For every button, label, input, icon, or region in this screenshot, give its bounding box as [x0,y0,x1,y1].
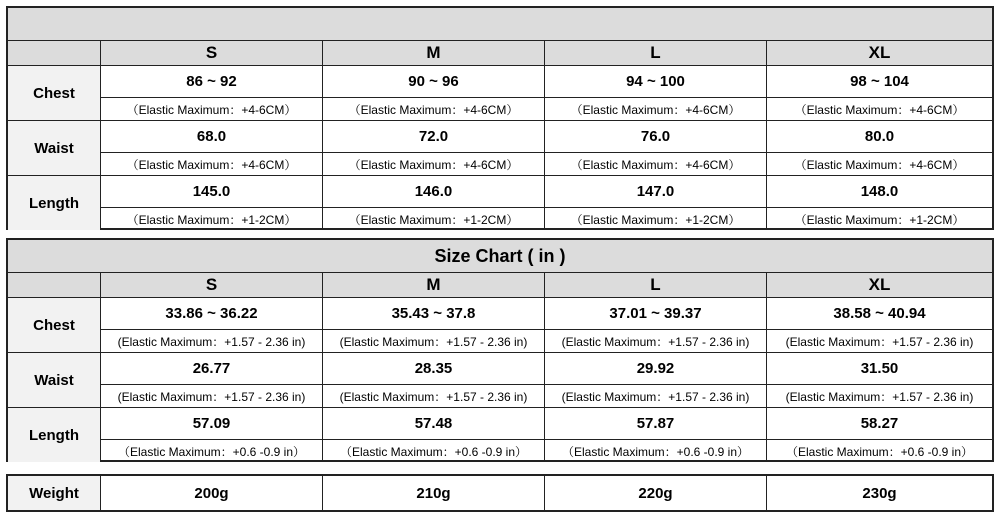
size-chart-in-title: Size Chart ( in ) [8,240,992,273]
size-header-row [8,41,992,66]
size-chart-cm-title [8,8,992,41]
cell-value: 28.35 [323,353,544,385]
cell-value: 57.48 [323,408,544,440]
cell-note: (Elastic Maximum：+1.57 - 2.36 in) [117,334,306,349]
weight-table [6,474,994,512]
cell-value: 33.86 ~ 36.22 [101,298,322,330]
weight-row [8,476,992,510]
table-row [8,66,992,121]
size-chart-in [6,238,994,462]
cell-value: 90 ~ 96 [323,66,544,98]
cell-note: (Elastic Maximum：+1.57 - 2.36 in) [785,389,974,404]
weight-value-l: 220g [545,476,767,510]
cell-value: 146.0 [323,176,544,208]
cell-value: 31.50 [767,353,992,385]
header-size-s: S [101,41,323,65]
header-size-l: L [545,273,767,297]
row-label-length: Length [8,408,101,462]
cell-value: 148.0 [767,176,992,208]
cell-value: 80.0 [767,121,992,153]
header-blank [8,273,101,297]
cell-value: 29.92 [545,353,766,385]
table-row [8,176,992,230]
cell-note: （Elastic Maximum：+4-6CM） [126,157,297,172]
row-label-waist: Waist [8,121,101,175]
weight-value-xl: 230g [862,484,897,502]
table-row [8,353,992,408]
size-header-row [8,273,992,298]
cell-note: （Elastic Maximum：+4-6CM） [348,102,519,117]
cell-note: （Elastic Maximum：+0.6 -0.9 in） [561,444,750,459]
weight-value-s: 200g [101,476,323,510]
table-row [8,121,992,176]
cell-value: 57.09 [101,408,322,440]
cell-value: 94 ~ 100 [545,66,766,98]
header-size-xl: XL [868,43,891,62]
cell-value: 38.58 ~ 40.94 [767,298,992,330]
cell-note: (Elastic Maximum：+1.57 - 2.36 in) [561,389,750,404]
cell-value: 57.87 [545,408,766,440]
cell-note: (Elastic Maximum：+1.57 - 2.36 in) [561,334,750,349]
row-label-chest: Chest [8,298,101,352]
cell-value: 86 ~ 92 [101,66,322,98]
table-row [8,298,992,353]
header-blank [8,41,101,65]
cell-note: （Elastic Maximum：+4-6CM） [794,157,965,172]
cell-note: (Elastic Maximum：+1.57 - 2.36 in) [339,389,528,404]
cell-value: 58.27 [767,408,992,440]
cell-note: (Elastic Maximum：+1.57 - 2.36 in) [339,334,528,349]
cell-note: （Elastic Maximum：+1-2CM） [794,212,965,227]
row-label-chest: Chest [8,66,101,120]
cell-note: （Elastic Maximum：+1-2CM） [570,212,741,227]
cell-value: 145.0 [101,176,322,208]
row-label-waist: Waist [8,353,101,407]
cell-value: 147.0 [545,176,766,208]
cell-note: （Elastic Maximum：+1-2CM） [126,212,297,227]
cell-value: 68.0 [101,121,322,153]
cell-note: （Elastic Maximum：+4-6CM） [570,102,741,117]
cell-note: （Elastic Maximum：+0.6 -0.9 in） [117,444,306,459]
cell-value: 98 ~ 104 [767,66,992,98]
weight-value-m: 210g [323,476,545,510]
cell-note: （Elastic Maximum：+4-6CM） [126,102,297,117]
cell-value: 72.0 [323,121,544,153]
header-size-xl: XL [868,275,891,294]
size-chart-cm [6,6,994,230]
cell-note: (Elastic Maximum：+1.57 - 2.36 in) [785,334,974,349]
table-row [8,408,992,462]
cell-value: 26.77 [101,353,322,385]
cell-note: （Elastic Maximum：+0.6 -0.9 in） [339,444,528,459]
row-label-length: Length [8,176,101,230]
cell-note: （Elastic Maximum：+1-2CM） [348,212,519,227]
cell-note: （Elastic Maximum：+4-6CM） [570,157,741,172]
cell-note: (Elastic Maximum：+1.57 - 2.36 in) [117,389,306,404]
cell-value: 35.43 ~ 37.8 [323,298,544,330]
cell-value: 37.01 ~ 39.37 [545,298,766,330]
header-size-s: S [101,273,323,297]
cell-note: （Elastic Maximum：+4-6CM） [348,157,519,172]
header-size-l: L [545,41,767,65]
cell-note: （Elastic Maximum：+0.6 -0.9 in） [785,444,974,459]
cell-note: （Elastic Maximum：+4-6CM） [794,102,965,117]
weight-label: Weight [8,476,101,510]
cell-value: 76.0 [545,121,766,153]
header-size-m: M [323,41,545,65]
header-size-m: M [323,273,545,297]
